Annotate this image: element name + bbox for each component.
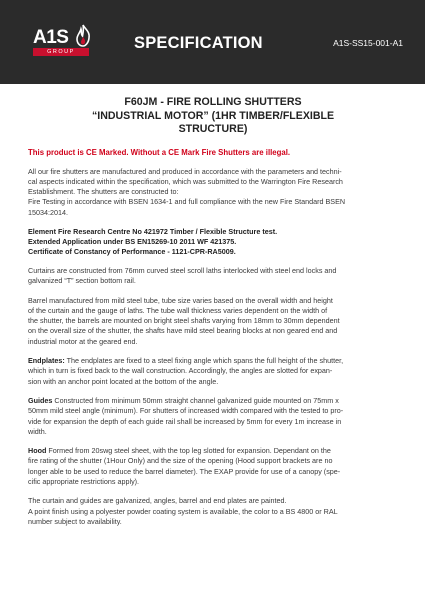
text-line: 15034:2014. — [28, 207, 68, 217]
endplates-text: The endplates are fixed to a steel fixing angle which spans the full height of the shutter, — [64, 356, 344, 366]
text-line: cific appropriate restrictions apply). — [28, 477, 140, 487]
ce-mark-notice: This product is CE Marked. Without a CE Mark Fire Shutters are illegal. — [28, 147, 291, 157]
text-line: number subject to availability. — [28, 516, 122, 526]
document-body — [28, 96, 398, 536]
endplates-paragraph — [28, 356, 398, 387]
text-line: on the overall size of the shutter, the shafts have mild steel bearing blocks at non geared end and — [28, 326, 338, 336]
text-line: Barrel manufactured from mild steel tube, tube size varies based on the overall width and height — [28, 295, 333, 305]
hood-label: Hood — [28, 446, 47, 456]
endplates-label: Endplates: — [28, 356, 65, 366]
certification-block — [28, 227, 398, 257]
text-line — [28, 356, 398, 366]
guides-paragraph — [28, 396, 398, 437]
text-line: All our fire shutters are manufactured and produced in accordance with the parameters and techni- — [28, 166, 342, 176]
text-line: the shutter, the barrels are mounted on bright steel shafts varying from 18mm to 30mm dependent — [28, 316, 340, 326]
text-line: The curtain and guides are galvanized, angles, barrel and end plates are painted. — [28, 496, 287, 506]
logo-text: A1S — [33, 27, 69, 48]
finish-paragraph — [28, 496, 398, 527]
text-line: longer able to be used to reduce the barrel diameter). The EXAP provide for use of a canopy (spe- — [28, 466, 341, 476]
page-title: SPECIFICATION — [134, 34, 263, 52]
text-line: Establishment. The shutters are constructed to: — [28, 187, 179, 197]
text-line — [28, 446, 398, 456]
text-line: Fire Testing in accordance with BSEN 1634-1 and full compliance with the new Fire Standard BSEN — [28, 197, 346, 207]
text-line: Curtains are constructed from 76mm curved steel scroll laths interlocked with steel end locks and — [28, 265, 337, 275]
barrel-paragraph — [28, 296, 398, 347]
curtains-paragraph — [28, 266, 398, 287]
text-line: A point finish using a polyester powder coating system is available, the color to a BS 4800 or RAL — [28, 506, 338, 516]
intro-paragraph — [28, 167, 398, 218]
cert-line: Extended Application under BS EN15269-10 2011 WF 421375. — [28, 236, 237, 246]
text-line: galvanized “T” section bottom rail. — [28, 276, 136, 286]
document-title — [28, 96, 398, 137]
text-line: vide for expansion the depth of each guide rail shall be increased by 5mm for every 1m increase in — [28, 416, 342, 426]
hood-paragraph — [28, 446, 398, 487]
text-line: width. — [28, 426, 47, 436]
text-line: of the curtain and the gauge of laths. The tube wall thickness varies dependent on the width of — [28, 305, 328, 315]
hood-text: Formed from 20swg steel sheet, with the top leg slotted for expansion. Dependant on the — [46, 446, 331, 456]
text-line: fire rating of the shutter (1Hour Only) and the size of the opening (Hood support brackets are no — [28, 456, 333, 466]
cert-line: Certificate of Constancy of Performance - 1121-CPR-RA5009. — [28, 246, 236, 256]
guides-label: Guides — [28, 395, 53, 405]
document-code: A1S-SS15-001-A1 — [333, 38, 403, 48]
text-line: 50mm mild steel angle (minimum). For shutters of increased width compared with the tested to pro- — [28, 406, 344, 416]
cert-line: Element Fire Research Centre No 421972 Timber / Flexible Structure test. — [28, 226, 278, 236]
title-line: STRUCTURE) — [178, 123, 248, 135]
company-logo — [33, 24, 93, 58]
text-line: which in turn is fixed back to the wall construction. Accordingly, the angles are slotted for expan- — [28, 366, 333, 376]
title-line: F60JM - FIRE ROLLING SHUTTERS — [124, 96, 302, 108]
text-line: industrial motor at the geared end. — [28, 336, 138, 346]
guides-text: Constructed from minimum 50mm straight channel galvanized guide mounted on 75mm x — [52, 395, 339, 405]
text-line — [28, 396, 398, 406]
text-line: cal aspects indicated within the specification, which was submitted to the Warrington Fire Research — [28, 176, 343, 186]
text-line: sion with an anchor point located at the bottom of the angle. — [28, 376, 219, 386]
title-line: “INDUSTRIAL MOTOR” (1HR TIMBER/FLEXIBLE — [91, 109, 335, 122]
logo-group-label: GROUP — [33, 48, 89, 56]
header-bar — [0, 0, 425, 84]
flame-icon — [74, 24, 92, 48]
